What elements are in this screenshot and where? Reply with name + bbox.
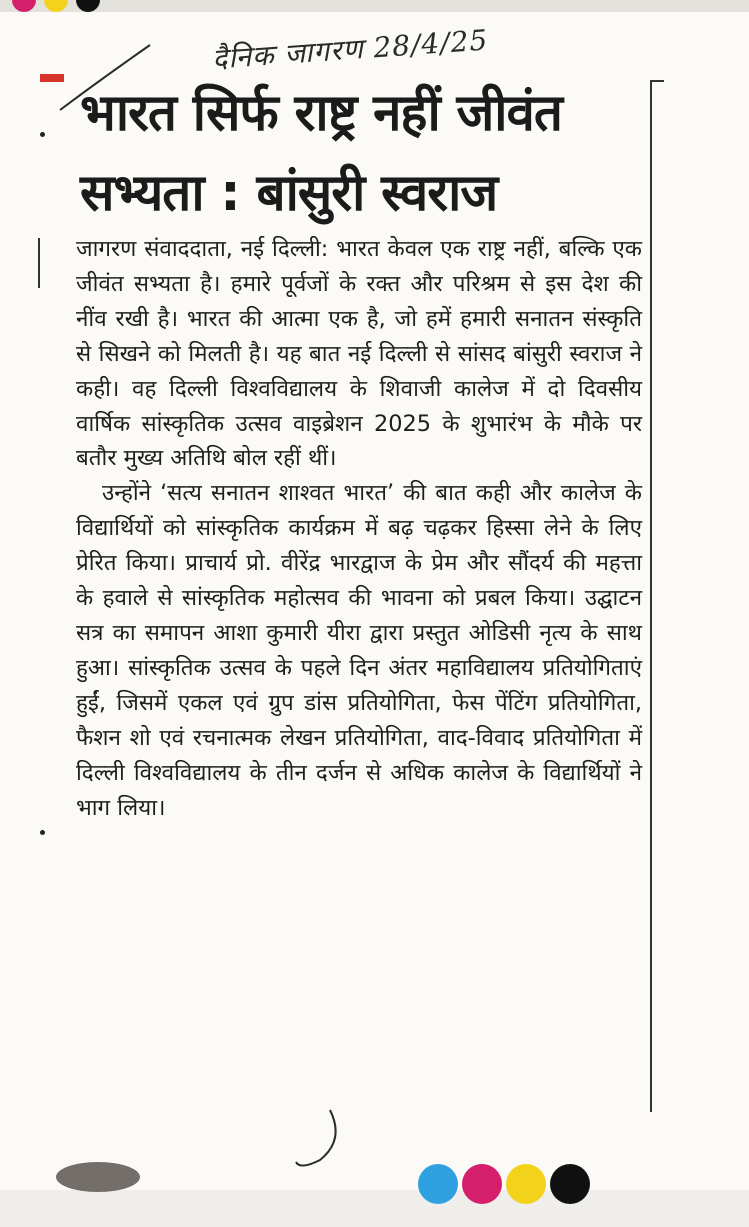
article-body bbox=[76, 232, 642, 825]
column-border bbox=[650, 80, 664, 1112]
headline bbox=[80, 74, 640, 234]
column-rule bbox=[38, 238, 40, 288]
headline-line-2: सभ्यता : बांसुरी स्वराज bbox=[80, 164, 498, 223]
article-paragraph: उन्होंने ‘सत्य सनातन शाश्वत भारत’ की बात कही और कालेज के विद्यार्थियों को सांस्कृतिक कार्यक्रम में बढ़ चढ़कर हिस्सा लेने के लिए प्रेरित किया। प्राचार्य प्रो. वीरेंद्र भारद्वाज के प्रेम और सौंदर्य की महत्ता के हवाले से सांस्कृतिक महोत्सव की भावना को प्रबल किया। उद्घाटन सत्र का समापन आशा कुमारी यीरा द्वारा प्रस्तुत ओडिसी नृत्य के साथ हुआ। सांस्कृतिक उत्सव के पहले दिन अंतर महाविद्यालय प्रतियोगिताएं हुईं, जिसमें एकल एवं ग्रुप डांस प्रतियोगिता, फेस पेंटिंग प्रतियोगिता, फैशन शो एवं रचनात्मक लेखन प्रतियोगिता, वाद-विवाद प्रतियोगिता में दिल्ली विश्वविद्यालय के तीन दर्जन से अधिक कालेज के विद्यार्थियों ने भाग लिया। bbox=[76, 480, 642, 821]
article-paragraph: जागरण संवाददाता, नई दिल्ली: भारत केवल एक राष्ट्र नहीं, बल्कि एक जीवंत सभ्यता है। हमारे पूर्वजों के रक्त और परिश्रम से इस देश की नींव रखी है। भारत की आत्मा एक है, जो हमें हमारी सनातन संस्कृति से सिखने को मिलती है। यह बात नई दिल्ली से सांसद बांसुरी स्वराज ने कही। वह दिल्ली विश्वविद्यालय के शिवाजी कालेज में दो दिवसीय वार्षिक सांस्कृतिक उत्सव वाइब्रेशन 2025 के शुभारंभ के मौके पर बतौर मुख्य अतिथि बोल रहीं थीं। bbox=[76, 236, 642, 472]
handwritten-date-note: दैनिक जागरण 28/4/25 bbox=[211, 23, 490, 76]
headline-line-1: भारत सिर्फ राष्ट्र नहीं जीवंत bbox=[80, 84, 562, 143]
